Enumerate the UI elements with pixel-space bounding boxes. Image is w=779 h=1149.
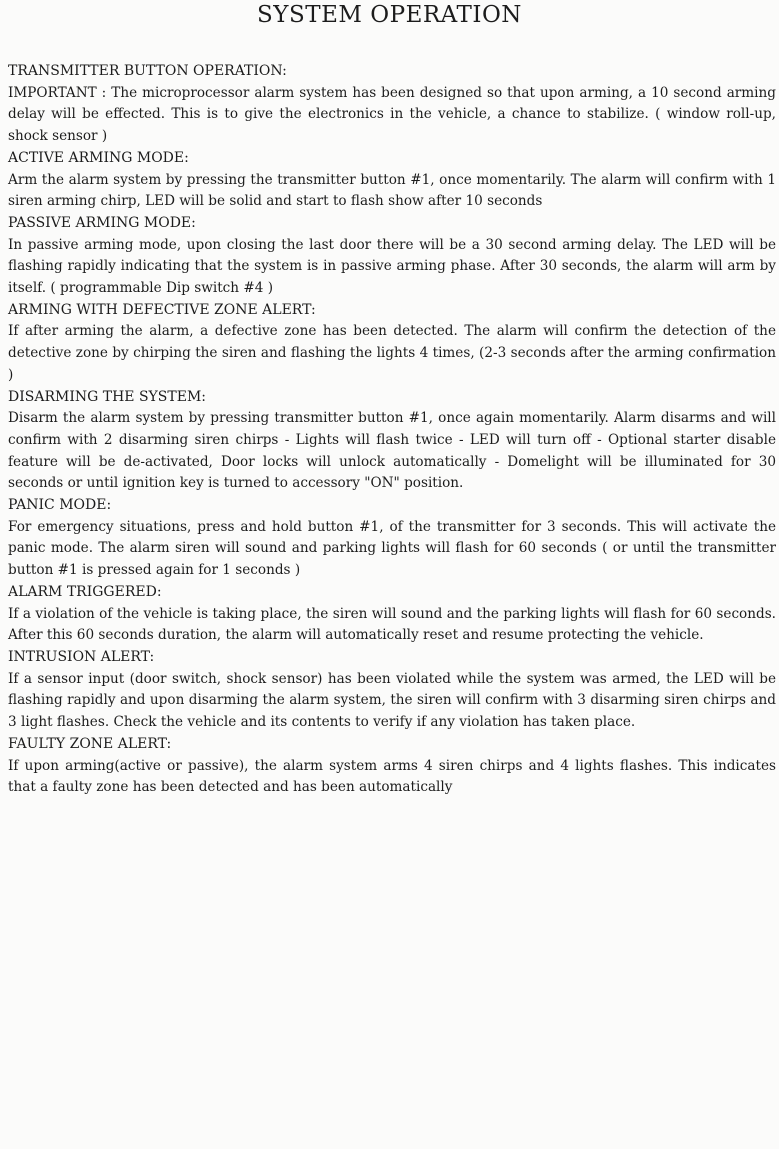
section-heading: PANIC MODE:	[8, 497, 112, 514]
document-body	[8, 61, 776, 799]
section-heading: FAULTY ZONE ALERT:	[8, 735, 172, 752]
section-intrusion-alert	[8, 647, 776, 734]
section-heading: DISARMING THE SYSTEM:	[8, 388, 206, 405]
section-text: For emergency situations, press and hold button #1, of the transmitter for 3 seconds. This will activate the panic mode. The alarm siren will sound and parking lights will flash for 60 seconds ( or until the transmitter button #1 is pressed again for 1 seconds )	[8, 518, 776, 579]
section-arming-with-defective-zone-alert	[8, 300, 776, 387]
section-heading: ARMING WITH DEFECTIVE ZONE ALERT:	[8, 301, 316, 318]
page-title: SYSTEM OPERATION	[257, 2, 522, 28]
section-text: If a sensor input (door switch, shock sensor) has been violated while the system was armed, the LED will be flashing rapidly and upon disarming the alarm system, the siren will confirm with 3 disarming siren chirps and 3 light flashes. Check the vehicle and its contents to verify if any violation has taken place.	[8, 670, 776, 731]
section-text: If a violation of the vehicle is taking place, the siren will sound and the parking lights will flash for 60 seconds. After this 60 seconds duration, the alarm will automatically reset and resume protecting the vehicle.	[8, 605, 776, 644]
section-text: IMPORTANT : The microprocessor alarm system has been designed so that upon arming, a 10 second arming delay will be effected. This is to give the electronics in the vehicle, a chance to stabilize. ( window roll-up, shock sensor )	[8, 84, 776, 145]
section-alarm-triggered	[8, 582, 776, 647]
section-active-arming-mode	[8, 148, 776, 213]
section-heading: INTRUSION ALERT:	[8, 648, 155, 665]
section-passive-arming-mode	[8, 213, 776, 300]
section-text: Arm the alarm system by pressing the transmitter button #1, once momentarily. The alarm will confirm with 1 siren arming chirp, LED will be solid and start to flash show after 10 seconds	[8, 171, 776, 210]
section-heading: PASSIVE ARMING MODE:	[8, 214, 196, 231]
section-heading: ACTIVE ARMING MODE:	[8, 149, 189, 166]
section-panic-mode	[8, 495, 776, 582]
section-heading: ALARM TRIGGERED:	[8, 583, 162, 600]
section-heading: TRANSMITTER BUTTON OPERATION:	[8, 63, 287, 79]
section-disarming-the-system	[8, 387, 776, 496]
section-faulty-zone-alert	[8, 734, 776, 799]
section-text: If upon arming(active or passive), the alarm system arms 4 siren chirps and 4 lights flashes. This indicates that a faulty zone has been detected and has been automatically	[8, 757, 776, 796]
section-text: Disarm the alarm system by pressing transmitter button #1, once again momentarily. Alarm disarms and will confirm with 2 disarming siren chirps - Lights will flash twice - LED will turn off - Optional starter disable feature will be de-activated, Door locks will unlock automatically - Domelight will be illuminated for 30 seconds or until ignition key is turned to accessory "ON" position.	[8, 410, 776, 492]
section-text: In passive arming mode, upon closing the last door there will be a 30 second arming delay. The LED will be flashing rapidly indicating that the system is in passive arming phase. After 30 seconds, the alarm will arm by itself. ( programmable Dip switch #4 )	[8, 236, 776, 297]
section-text: If after arming the alarm, a defective zone has been detected. The alarm will confirm the detection of the detective zone by chirping the siren and flashing the lights 4 times, (2-3 seconds after the arming confirmation )	[8, 323, 776, 383]
section-transmitter-button-operation	[8, 61, 776, 148]
